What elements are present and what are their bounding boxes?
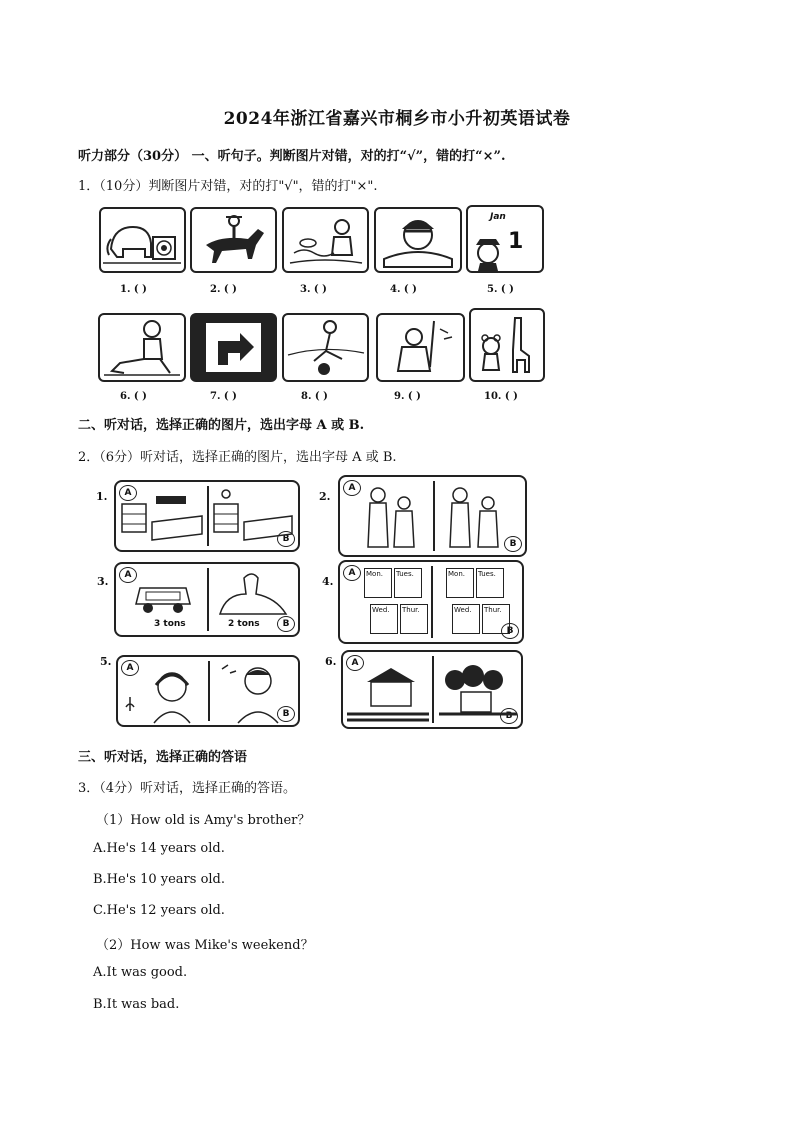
schedule-cell — [482, 604, 510, 634]
panel-number-5: 5. — [100, 655, 112, 668]
calendar-month: Jan — [490, 212, 506, 222]
caption-8: 8. ( ) — [301, 391, 328, 402]
caption-1: 1. ( ) — [120, 284, 147, 295]
schedule-cell — [446, 568, 474, 598]
panel-number-4: 4. — [322, 575, 334, 588]
question-1: （1）How old is Amy's brother？ — [96, 813, 311, 828]
panel-number-1: 1. — [96, 490, 108, 503]
day-label: Tues. — [478, 570, 496, 578]
badge-a: A — [121, 660, 139, 676]
schedule-cell — [452, 604, 480, 634]
day-label: Wed. — [454, 606, 472, 614]
q1-option-b[interactable]: B.He's 10 years old. — [93, 872, 226, 887]
panel-2-couples — [338, 475, 527, 557]
schedule-cell — [400, 604, 428, 634]
section3-header: 三、听对话，选择正确的答语 — [78, 750, 248, 765]
day-label: Mon. — [366, 570, 383, 578]
caption-2: 2. ( ) — [210, 284, 237, 295]
panel-number-3: 3. — [97, 575, 109, 588]
q2-option-b[interactable]: B.It was bad. — [93, 997, 180, 1012]
caption-4: 4. ( ) — [390, 284, 417, 295]
calendar-day: 1 — [508, 229, 524, 254]
caption-10: 10. ( ) — [484, 391, 518, 402]
badge-b: B — [277, 531, 295, 547]
panel-5-music — [116, 655, 300, 727]
badge-b: B — [500, 708, 518, 724]
picture-3-fishing — [282, 207, 369, 273]
question-2: （2）How was Mike's weekend？ — [96, 938, 314, 953]
day-label: Mon. — [448, 570, 465, 578]
badge-a: A — [343, 565, 361, 581]
badge-b: B — [277, 706, 295, 722]
weight-a: 3 tons — [154, 619, 186, 629]
badge-b: B — [501, 623, 519, 639]
day-label: Thur. — [402, 606, 420, 614]
schedule-cell — [370, 604, 398, 634]
badge-a: A — [119, 567, 137, 583]
picture-7-film-arrow — [190, 313, 277, 382]
picture-6-boy-sitting — [98, 313, 186, 382]
picture-8-football — [282, 313, 369, 382]
caption-3: 3. ( ) — [300, 284, 327, 295]
panel-number-6: 6. — [325, 655, 337, 668]
schedule-cell — [394, 568, 422, 598]
caption-9: 9. ( ) — [394, 391, 421, 402]
panel-divider — [431, 566, 433, 638]
panel-4-schedule — [338, 560, 524, 644]
panel-6-buildings — [341, 650, 523, 729]
picture-1-elephant — [99, 207, 186, 273]
picture-5-calendar — [466, 205, 544, 273]
badge-a: A — [343, 480, 361, 496]
picture-4-girl-in-bed — [374, 207, 462, 273]
badge-a: A — [346, 655, 364, 671]
badge-b: B — [504, 536, 522, 552]
caption-7: 7. ( ) — [210, 391, 237, 402]
panel-1-bedrooms — [114, 480, 300, 552]
day-label: Thur. — [484, 606, 502, 614]
caption-6: 6. ( ) — [120, 391, 147, 402]
schedule-cell — [364, 568, 392, 598]
listening-header: 听力部分（30分） 一、听句子。判断图片对错，对的打“√”，错的打“×”. — [78, 149, 506, 164]
q1-prompt: 1．（10分）判断图片对错，对的打"√"，错的打"×". — [78, 179, 378, 194]
day-label: Wed. — [372, 606, 390, 614]
badge-b: B — [277, 616, 295, 632]
page-title: 2024年浙江省嘉兴市桐乡市小升初英语试卷 — [223, 109, 571, 129]
section2-prompt: 2．（6分）听对话，选择正确的图片，选出字母 A 或 B. — [78, 450, 397, 465]
panel-number-2: 2. — [319, 490, 331, 503]
day-label: Tues. — [396, 570, 414, 578]
weight-b: 2 tons — [228, 619, 260, 629]
q2-option-a[interactable]: A.It was good. — [93, 965, 188, 980]
section2-header: 二、听对话，选择正确的图片，选出字母 A 或 B. — [78, 418, 365, 433]
q1-option-c[interactable]: C.He's 12 years old. — [93, 903, 225, 918]
panel-3-weights — [114, 562, 300, 637]
picture-9-erhu-player — [376, 313, 465, 382]
section3-prompt: 3．（4分）听对话，选择正确的答语。 — [78, 781, 297, 796]
picture-2-horse-rider — [190, 207, 277, 273]
picture-10-giraffe-bear — [469, 308, 545, 382]
schedule-cell — [476, 568, 504, 598]
caption-5: 5. ( ) — [487, 284, 514, 295]
q1-option-a[interactable]: A.He's 14 years old. — [93, 841, 225, 856]
badge-a: A — [119, 485, 137, 501]
